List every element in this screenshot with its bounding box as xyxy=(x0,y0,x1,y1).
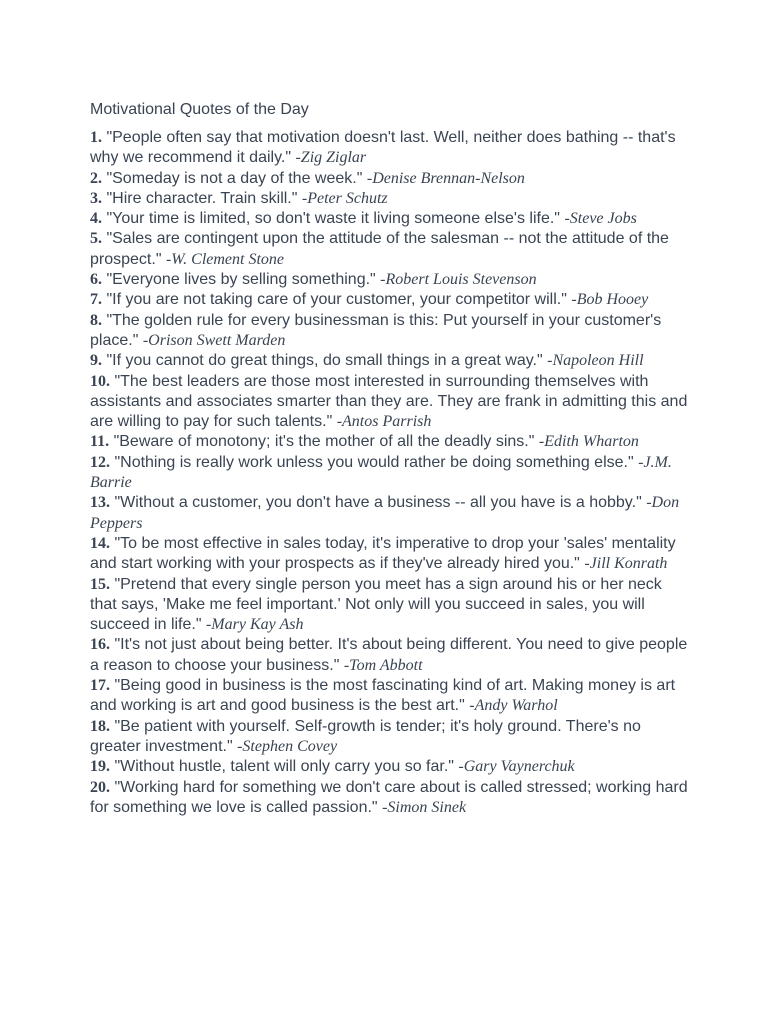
quote-text: "The golden rule for every businessman is this: Put yourself in your customer's place." xyxy=(90,311,662,349)
quote-item xyxy=(90,189,690,209)
quote-number: 11. xyxy=(90,433,110,451)
quote-item xyxy=(90,453,690,494)
quote-text: "Beware of monotony; it's the mother of all the deadly sins." xyxy=(113,433,535,451)
quote-item xyxy=(90,270,690,290)
quote-item xyxy=(90,372,690,433)
quote-number: 17. xyxy=(90,677,110,695)
quote-item xyxy=(90,757,690,777)
quote-author: -Jill Konrath xyxy=(584,555,668,573)
quote-list xyxy=(90,128,690,818)
quote-text: "Working hard for something we don't care about is called stressed; working hard for something we love is called passion." xyxy=(90,778,688,816)
quote-author: -Antos Parrish xyxy=(336,413,432,431)
quote-author: -J.M. Barrie xyxy=(90,453,672,492)
quote-text: "Without hustle, talent will only carry you so far." xyxy=(114,758,454,776)
quote-author: -Andy Warhol xyxy=(469,697,558,715)
quote-item xyxy=(90,635,690,676)
quote-author: -Napoleon Hill xyxy=(547,352,644,370)
quote-item xyxy=(90,717,690,758)
quote-number: 15. xyxy=(90,575,110,593)
quote-text: "Without a customer, you don't have a business -- all you have is a hobby." xyxy=(114,494,642,512)
quote-author: -Stephen Covey xyxy=(237,737,338,755)
quote-item xyxy=(90,351,690,371)
quote-text: "Being good in business is the most fascinating kind of art. Making money is art and working is art and good business is the best art." xyxy=(90,677,676,715)
quote-text: "Sales are contingent upon the attitude of the salesman -- not the attitude of the prospect." xyxy=(90,230,669,268)
quote-author: -Tom Abbott xyxy=(343,656,423,674)
quote-number: 1. xyxy=(90,129,102,146)
quote-item xyxy=(90,229,690,270)
quote-text: "To be most effective in sales today, it's imperative to drop your 'sales' mentality and start working with your prospects as if they've already hired you." xyxy=(90,534,676,573)
quote-author: -Steve Jobs xyxy=(564,210,637,228)
quote-text: "People often say that motivation doesn't last. Well, neither does bathing -- that's why we recommend it daily." xyxy=(90,129,676,167)
quote-item xyxy=(90,676,690,717)
quote-author: -Zig Ziglar xyxy=(295,149,367,167)
quote-author: -Bob Hooey xyxy=(571,291,649,309)
quote-number: 16. xyxy=(90,636,110,654)
quote-author: -Don Peppers xyxy=(90,494,680,532)
quote-author: -Peter Schutz xyxy=(301,189,388,207)
quote-number: 14. xyxy=(90,534,110,552)
quote-item xyxy=(90,290,690,310)
quote-item xyxy=(90,209,690,229)
quote-number: 2. xyxy=(90,169,102,187)
quote-text: "Pretend that every single person you meet has a sign around his or her neck that says, 'Make me feel important.' Not only will you succeed in sales, you will succeed in life." xyxy=(90,575,662,634)
quote-text: "Someday is not a day of the week." xyxy=(106,169,363,187)
quote-text: "Hire character. Train skill." xyxy=(106,189,298,207)
quote-number: 4. xyxy=(90,210,102,228)
quote-author: -Simon Sinek xyxy=(382,798,467,816)
quote-author: -Robert Louis Stevenson xyxy=(380,271,537,289)
quote-number: 10. xyxy=(90,372,110,390)
quote-author: -Edith Wharton xyxy=(538,433,639,451)
quote-author: -Gary Vaynerchuk xyxy=(458,758,575,776)
quote-item xyxy=(90,534,690,575)
quote-item xyxy=(90,778,690,819)
quote-number: 12. xyxy=(90,453,110,471)
quote-number: 8. xyxy=(90,311,102,329)
quote-item xyxy=(90,128,690,169)
quote-number: 3. xyxy=(90,189,102,207)
quote-text: "If you are not taking care of your customer, your competitor will." xyxy=(106,291,567,309)
quote-number: 6. xyxy=(90,271,102,289)
quote-author: -Mary Kay Ash xyxy=(205,616,304,634)
quote-text: "Nothing is really work unless you would rather be doing something else." xyxy=(114,453,634,471)
quote-number: 7. xyxy=(90,291,102,309)
quote-text: "If you cannot do great things, do small things in a great way." xyxy=(106,352,543,370)
quote-number: 5. xyxy=(90,230,102,248)
quote-item xyxy=(90,575,690,636)
quote-author: -Orison Swett Marden xyxy=(142,331,286,349)
quote-number: 13. xyxy=(90,494,110,512)
quote-text: "The best leaders are those most interested in surrounding themselves with assistants and associates smarter than they are. They are frank in admitting this and are willing to pay for such talents." xyxy=(90,372,688,431)
quote-text: "It's not just about being better. It's about being different. You need to give people a reason to choose your business." xyxy=(90,636,688,674)
quote-author: -Denise Brennan-Nelson xyxy=(366,169,525,187)
quote-item xyxy=(90,493,690,534)
quote-item xyxy=(90,311,690,352)
page-title: Motivational Quotes of the Day xyxy=(90,101,309,118)
quote-text: "Be patient with yourself. Self-growth is tender; it's holy ground. There's no greater investment." xyxy=(90,717,641,755)
quote-number: 18. xyxy=(90,717,110,735)
quote-item xyxy=(90,169,690,189)
document-page xyxy=(90,99,690,818)
quote-text: "Everyone lives by selling something." xyxy=(106,271,376,289)
quote-item xyxy=(90,432,690,452)
quote-number: 9. xyxy=(90,352,102,370)
quote-text: "Your time is limited, so don't waste it living someone else's life." xyxy=(106,210,560,228)
quote-number: 20. xyxy=(90,778,110,796)
quote-number: 19. xyxy=(90,758,110,776)
quote-author: -W. Clement Stone xyxy=(165,250,285,268)
